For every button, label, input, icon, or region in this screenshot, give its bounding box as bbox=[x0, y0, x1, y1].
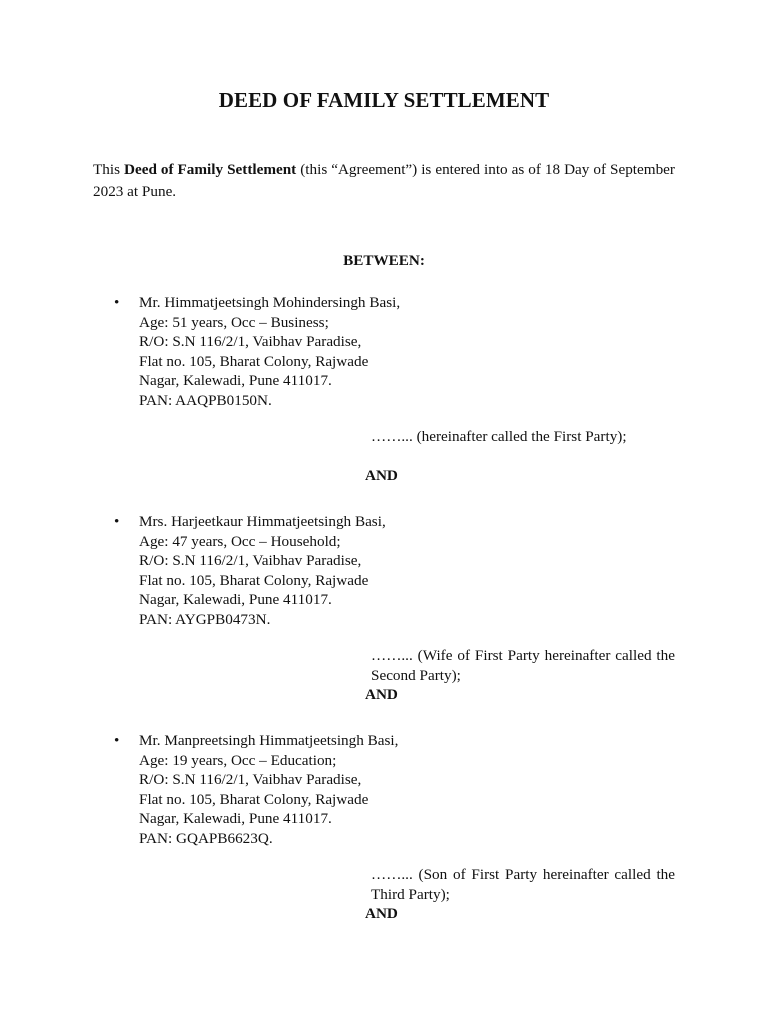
intro-paragraph bbox=[93, 159, 675, 203]
intro-bold-term: Deed of Family Settlement bbox=[124, 161, 297, 178]
party-address-line: R/O: S.N 116/2/1, Vaibhav Paradise, bbox=[139, 552, 362, 569]
party-pan: PAN: AYGPB0473N. bbox=[139, 610, 271, 628]
and-connector: AND bbox=[365, 686, 398, 703]
party-details bbox=[139, 293, 400, 410]
bullet-icon: • bbox=[114, 513, 120, 530]
party-age-occupation: Age: 19 years, Occ – Education; bbox=[139, 751, 337, 769]
party-details bbox=[139, 731, 398, 848]
party-first-description: ……... (hereinafter called the First Party); bbox=[371, 428, 627, 445]
party-pan: PAN: AAQPB0150N. bbox=[139, 391, 272, 409]
intro-suffix: (this “Agreement”) is entered into as of 18 Day of September 2023 at Pune. bbox=[93, 161, 675, 200]
and-connector: AND bbox=[365, 905, 398, 922]
party-address-line: R/O: S.N 116/2/1, Vaibhav Paradise, bbox=[139, 771, 362, 788]
document-title: DEED OF FAMILY SETTLEMENT bbox=[218, 88, 550, 112]
party-name: Mr. Himmatjeetsingh Mohindersingh Basi, bbox=[139, 294, 401, 311]
intro-prefix: This bbox=[93, 161, 124, 178]
party-name: Mrs. Harjeetkaur Himmatjeetsingh Basi, bbox=[139, 513, 386, 530]
party-address-line: Nagar, Kalewadi, Pune 411017. bbox=[139, 372, 332, 389]
party-address-line: Flat no. 105, Bharat Colony, Rajwade bbox=[139, 352, 369, 370]
party-third-description: ……... (Son of First Party hereinafter called the Third Party); bbox=[371, 866, 675, 903]
and-connector: AND bbox=[365, 467, 398, 484]
party-address-line: Nagar, Kalewadi, Pune 411017. bbox=[139, 810, 332, 827]
bullet-icon: • bbox=[114, 294, 120, 311]
party-address-line: Nagar, Kalewadi, Pune 411017. bbox=[139, 591, 332, 608]
party-age-occupation: Age: 47 years, Occ – Household; bbox=[139, 532, 341, 550]
party-address-line: Flat no. 105, Bharat Colony, Rajwade bbox=[139, 571, 369, 589]
bullet-icon: • bbox=[114, 732, 120, 749]
between-heading: BETWEEN: bbox=[343, 252, 425, 269]
party-details bbox=[139, 512, 386, 629]
party-second-description: ……... (Wife of First Party hereinafter called the Second Party); bbox=[371, 647, 675, 684]
party-address-line: R/O: S.N 116/2/1, Vaibhav Paradise, bbox=[139, 333, 362, 350]
party-address-line: Flat no. 105, Bharat Colony, Rajwade bbox=[139, 790, 369, 808]
party-age-occupation: Age: 51 years, Occ – Business; bbox=[139, 313, 329, 331]
party-pan: PAN: GQAPB6623Q. bbox=[139, 829, 273, 847]
party-name: Mr. Manpreetsingh Himmatjeetsingh Basi, bbox=[139, 732, 399, 749]
